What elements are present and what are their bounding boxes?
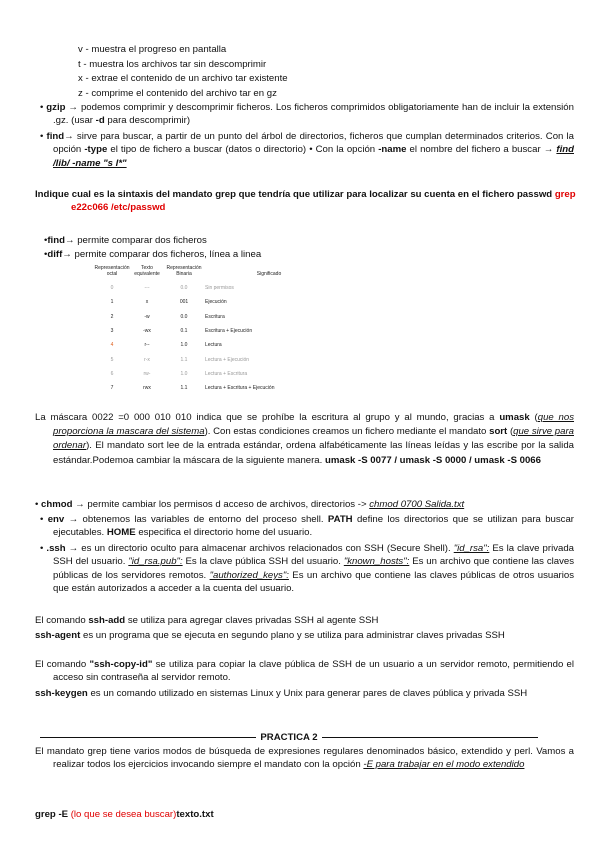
open-paren: ( bbox=[509, 426, 514, 438]
path-variable: PATH bbox=[327, 514, 353, 525]
diff-description: permite comparar dos ficheros, línea a linea bbox=[74, 249, 262, 260]
find-option-type: -type bbox=[84, 144, 108, 156]
ssh-description: es un directorio oculto para almacenar archivos relacionados con SSH (Secure Shell). bbox=[81, 543, 451, 554]
find-description-3: el nombre del fichero a buscar bbox=[409, 144, 541, 156]
grep-file: texto.txt bbox=[176, 809, 214, 820]
cell-text: --- bbox=[144, 285, 150, 292]
cell-binary: 0.1 bbox=[180, 328, 188, 335]
cell-text: r-- bbox=[144, 342, 150, 349]
cell-meaning: Sin permisos bbox=[205, 285, 234, 292]
cell-binary: 001 bbox=[179, 299, 189, 306]
grep-question bbox=[35, 188, 592, 215]
sort-explanation: que sirve para ordenar bbox=[53, 426, 574, 452]
cell-text: rwx bbox=[143, 385, 151, 392]
cell-binary: 1.1 bbox=[180, 356, 188, 363]
cell-meaning: Lectura + Escritura bbox=[205, 370, 248, 377]
table-row bbox=[93, 381, 333, 395]
find-description: sirve para buscar, a partir de un punto del árbol de directorios, ficheros que cumplan determinados criterios. Con la opción bbox=[53, 131, 575, 156]
question-answer: grep e22c066 /etc/passwd bbox=[71, 189, 576, 214]
bullet: • bbox=[35, 499, 39, 510]
cell-meaning: Lectura + Ejecución bbox=[205, 356, 250, 363]
practica-heading bbox=[40, 731, 538, 744]
diff-command: diff bbox=[47, 249, 63, 260]
ssh-copy-text-1: El comando bbox=[35, 659, 87, 670]
gzip-item bbox=[35, 101, 574, 128]
chmod-example: chmod 0700 Salida.txt bbox=[369, 499, 465, 510]
home-description: especifica el directorio home del usuario. bbox=[138, 527, 313, 539]
table-row bbox=[93, 367, 333, 381]
gzip-option-d: -d bbox=[95, 115, 105, 127]
find-example: find /lib/ -name "s l*" bbox=[53, 144, 574, 169]
authorized-keys-label: "authorized_keys": bbox=[209, 569, 289, 581]
arrow-icon: → bbox=[64, 235, 75, 246]
tar-options-list bbox=[78, 43, 288, 101]
arrow-icon: → bbox=[68, 514, 79, 525]
arrow-icon: → bbox=[68, 102, 79, 113]
tar-option-v: v - muestra el progreso en pantalla bbox=[78, 44, 227, 55]
grep-intro-text: El mandato grep tiene varios modos de búsqueda de expresiones regulares denominados básico, extendido y perl. Vamos a realizar todos los ejercicios invocando siempre el mandato con la opción bbox=[35, 746, 574, 771]
find-compare-item bbox=[44, 234, 207, 247]
find-command: find bbox=[46, 131, 65, 142]
grep-extended-option: -E para trabajar en el modo extendido bbox=[363, 759, 525, 771]
ssh-add-line bbox=[35, 614, 556, 627]
mask-text-3: ). El mandato sort lee de la entrada estándar, ordena alfabéticamente las líneas leídas y las escribe por la salida estándar.Podemoa cambiar la máscara de la siguiente manera. bbox=[53, 440, 574, 466]
arrow-icon: → bbox=[543, 144, 554, 156]
id-rsa-description: Es la clave privada SSH del usuario. bbox=[53, 543, 575, 568]
cell-text: rw- bbox=[143, 370, 151, 377]
cell-text: x bbox=[145, 299, 149, 306]
grep-pattern: (lo que se desea buscar) bbox=[70, 809, 177, 820]
cell-binary: 1.1 bbox=[180, 385, 188, 392]
id-rsa-pub-label: "id_rsa.pub": bbox=[128, 556, 183, 568]
known-hosts-label: "known_hosts": bbox=[343, 556, 410, 568]
divider-right bbox=[322, 737, 538, 738]
find-description-2: el tipo de fichero a buscar (datos o directorio) • Con la opción bbox=[110, 144, 376, 156]
cell-octal: 1 bbox=[110, 299, 114, 306]
arrow-icon: → bbox=[75, 499, 85, 510]
home-variable: HOME bbox=[106, 527, 136, 539]
cell-meaning: Lectura bbox=[205, 342, 222, 349]
env-description: obtenemos las variables de entorno del proceso shell. bbox=[82, 514, 324, 525]
id-rsa-pub-description: Es la clave pública SSH del usuario. bbox=[185, 556, 341, 568]
path-description: define los directorios que se utilizan para buscar ejecutables. bbox=[53, 514, 574, 539]
ssh-agent-line bbox=[35, 629, 574, 642]
bullet: • bbox=[44, 249, 48, 260]
header-meaning: Significado bbox=[256, 271, 282, 277]
table-row bbox=[93, 352, 333, 366]
cell-binary: 0.0 bbox=[180, 313, 188, 320]
cell-octal: 6 bbox=[110, 370, 114, 377]
ssh-add-text-1: El comando bbox=[35, 615, 86, 626]
ssh-add-command: ssh-add bbox=[88, 615, 126, 626]
cell-meaning: Escritura bbox=[205, 313, 225, 320]
sort-command: sort bbox=[489, 426, 508, 438]
open-paren: ( bbox=[534, 412, 538, 423]
arrow-icon: → bbox=[62, 249, 72, 260]
divider-left bbox=[40, 737, 256, 738]
ssh-agent-description: es un programa que se ejecuta en segundo plano y se utiliza para administrar claves privadas SSH bbox=[83, 630, 505, 641]
cell-meaning: Ejecución bbox=[205, 299, 227, 306]
table-header-row bbox=[93, 265, 333, 281]
table-row bbox=[93, 338, 333, 352]
cell-binary: 0.0 bbox=[180, 285, 188, 292]
gzip-description: podemos comprimir y descomprimir ficheros. Los ficheros comprimidos obligatoriamente han de incluir la extensión .gz. (usar bbox=[53, 102, 574, 127]
practica-title: PRACTICA 2 bbox=[260, 732, 318, 743]
find-command: find bbox=[47, 235, 65, 246]
bullet: • bbox=[44, 235, 48, 246]
cell-octal: 0 bbox=[110, 285, 114, 292]
cell-text: -w bbox=[144, 313, 150, 320]
ssh-directory: .ssh bbox=[46, 543, 66, 554]
ssh-item bbox=[35, 542, 574, 596]
env-item bbox=[35, 513, 574, 540]
bullet: • bbox=[40, 131, 44, 142]
table-row bbox=[93, 310, 333, 324]
header-binary: Representación Binaria bbox=[166, 265, 202, 277]
header-octal: Representación octal bbox=[94, 265, 130, 277]
cell-octal: 7 bbox=[110, 385, 114, 392]
arrow-icon: → bbox=[68, 543, 79, 554]
known-hosts-description: Es un archivo que contiene las claves públicas de los servidores remotos. bbox=[53, 556, 575, 581]
grep-command: grep -E bbox=[35, 809, 69, 820]
bullet: • bbox=[40, 514, 44, 525]
ssh-keygen-command: ssh-keygen bbox=[35, 688, 88, 699]
umask-paragraph bbox=[35, 411, 574, 468]
tar-option-z: z - comprime el contenido del archivo tar en gz bbox=[78, 87, 277, 99]
find-compare-description: permite comparar dos ficheros bbox=[77, 235, 207, 246]
ssh-keygen-line bbox=[35, 687, 574, 700]
ssh-copy-text-2: se utiliza para copiar la clave pública de SSH de un usuario a un servidor remoto, permitiendo el acceso sin contraseña al servidor remoto. bbox=[53, 659, 574, 684]
table-row bbox=[93, 324, 333, 338]
cell-text: r-x bbox=[144, 356, 150, 363]
cell-binary: 1.0 bbox=[180, 342, 188, 349]
chmod-description: permite cambiar los permisos d acceso de archivos, directorios -> bbox=[87, 499, 367, 510]
grep-command-line bbox=[35, 808, 214, 821]
ssh-copy-id-line bbox=[35, 658, 574, 685]
id-rsa-label: "id_rsa": bbox=[453, 543, 490, 554]
umask-command: umask bbox=[499, 412, 530, 423]
grep-intro-paragraph bbox=[35, 745, 574, 772]
env-command: env bbox=[47, 514, 65, 525]
ssh-copy-id-command: "ssh-copy-id" bbox=[89, 659, 153, 670]
gzip-command: gzip bbox=[46, 102, 66, 113]
header-text: Texto equivalente bbox=[134, 265, 160, 277]
cell-octal: 4 bbox=[110, 342, 114, 349]
chmod-item bbox=[35, 498, 556, 511]
permissions-table bbox=[93, 265, 333, 395]
cell-octal: 2 bbox=[110, 313, 114, 320]
diff-item bbox=[44, 248, 261, 261]
tar-option-x: x - extrae el contenido de un archivo tar existente bbox=[78, 73, 288, 84]
cell-octal: 5 bbox=[110, 356, 114, 363]
mask-text-2: ). Con estas condiciones creamos un fichero mediante el mandato bbox=[204, 426, 487, 438]
umask-examples: umask -S 0077 / umask -S 0000 / umask -S 0066 bbox=[324, 454, 541, 466]
bullet: • bbox=[40, 102, 44, 113]
tar-option-t: t - muestra los archivos tar sin descomprimir bbox=[78, 58, 267, 70]
mask-explanation: que nos proporciona la mascara del sistema bbox=[53, 412, 575, 438]
chmod-command: chmod bbox=[41, 499, 73, 510]
find-option-name: -name bbox=[378, 144, 407, 156]
ssh-add-text-2: se utiliza para agregar claves privadas SSH al agente SSH bbox=[127, 615, 379, 626]
cell-meaning: Escritura + Ejecución bbox=[205, 328, 253, 335]
authorized-keys-description: Es un archivo que contiene las claves públicas de otros usuarios que están autorizados a acceder a la cuenta del usuario. bbox=[53, 569, 574, 595]
cell-binary: 1.0 bbox=[180, 370, 188, 377]
table-row bbox=[93, 281, 333, 295]
bullet: • bbox=[40, 543, 44, 554]
cell-meaning: Lectura + Escritura + Ejecución bbox=[205, 385, 275, 392]
cell-text: -wx bbox=[143, 328, 151, 335]
mask-text-1: La máscara 0022 =0 000 010 010 indica que se prohíbe la escritura al grupo y al mundo, gracias a bbox=[35, 412, 495, 423]
gzip-description-end: para descomprimir) bbox=[107, 115, 191, 127]
cell-octal: 3 bbox=[110, 328, 114, 335]
find-item bbox=[35, 130, 574, 170]
table-row bbox=[93, 295, 333, 309]
question-text: Indique cual es la sintaxis del mandato grep que tendría que utilizar para localizar su cuenta en el fichero passwd bbox=[35, 189, 553, 200]
arrow-icon: → bbox=[64, 131, 74, 142]
ssh-keygen-description: es un comando utilizado en sistemas Linux y Unix para generar pares de claves pública y privada SSH bbox=[90, 688, 528, 699]
ssh-agent-command: ssh-agent bbox=[35, 630, 81, 641]
